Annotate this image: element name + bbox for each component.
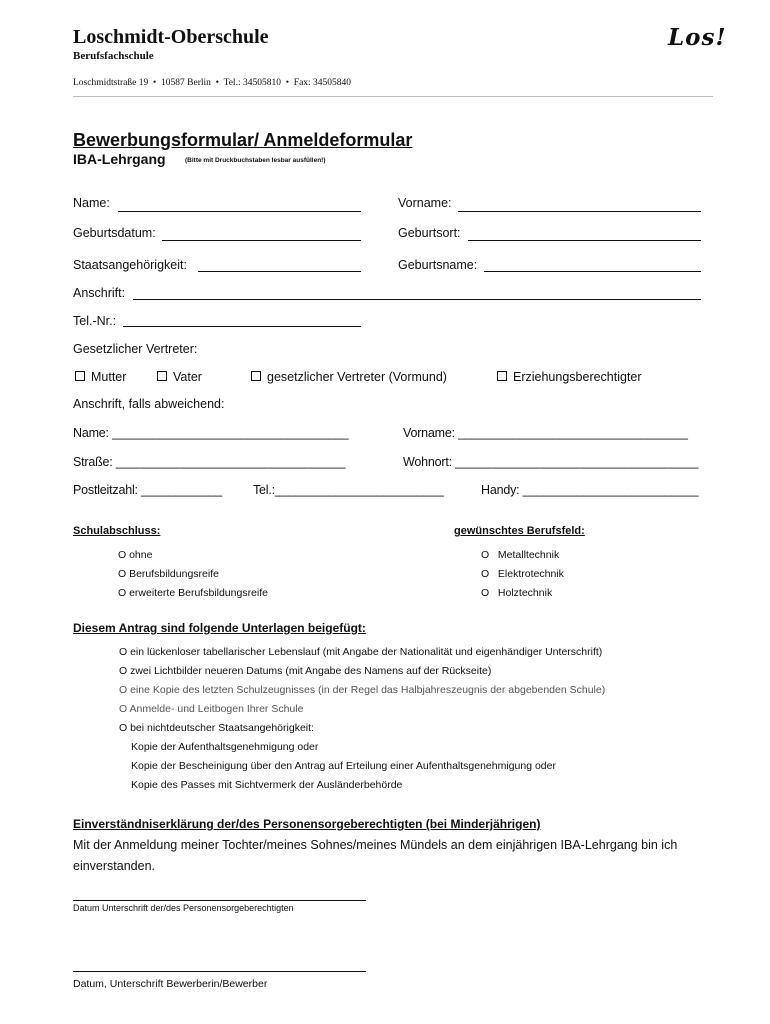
vertreter-option-label: Erziehungsberechtigter — [513, 370, 642, 384]
vertreter-option-label: gesetzlicher Vertreter (Vormund) — [267, 370, 447, 384]
unterlagen-subitem: Kopie der Aufenthaltsgenehmigung oder — [131, 741, 319, 753]
address-separator: • — [285, 78, 290, 88]
berufsfeld-option[interactable]: O Metalltechnik — [481, 549, 560, 561]
unterlagen-item[interactable]: O ein lückenloser tabellarischer Lebenslauf (mit Angabe der Nationalität und eigenhändiger Unterschrift) — [119, 646, 603, 658]
geburtsort-field[interactable] — [468, 240, 701, 241]
vertreter-option-mutter[interactable] — [75, 370, 126, 384]
unterlagen-subitem: Kopie der Bescheinigung über den Antrag auf Erteilung einer Aufenthaltsgenehmigung oder — [131, 760, 556, 772]
schulabschluss-option[interactable]: O erweiterte Berufsbildungsreife — [118, 587, 268, 599]
school-logo: Los! — [668, 24, 727, 51]
geburtsort-label: Geburtsort: — [398, 226, 461, 240]
address-fax: Fax: 34505840 — [293, 78, 352, 88]
berufsfeld-heading: gewünschtes Berufsfeld: — [454, 525, 585, 537]
vertreter-option-vormund[interactable] — [251, 370, 447, 384]
signature-label-applicant: Datum, Unterschrift Bewerberin/Bewerber — [73, 978, 268, 990]
geburtsdatum-label: Geburtsdatum: — [73, 226, 156, 240]
einverstaendnis-heading: Einverständniserklärung der/des Personensorgeberechtigten (bei Minderjährigen) — [73, 817, 541, 831]
einverstaendnis-text-line2: einverstanden. — [73, 859, 156, 873]
einverstaendnis-text-line1: Mit der Anmeldung meiner Tochter/meines Sohnes/meines Mündels an dem einjährigen IBA-Lehrgang bin ich — [73, 838, 678, 852]
berufsfeld-option[interactable]: O Holztechnik — [481, 587, 553, 599]
checkbox-icon — [251, 371, 261, 381]
geburtsname-label: Geburtsname: — [398, 258, 478, 272]
vertreter-tel-field[interactable]: Tel.:_________________________ — [253, 483, 444, 497]
header-divider — [73, 96, 713, 97]
vorname-label: Vorname: — [398, 196, 452, 210]
vertreter-name-field[interactable]: Name: ___________________________________ — [73, 426, 349, 440]
vertreter-strasse-field[interactable]: Straße: __________________________________ — [73, 455, 346, 469]
vertreter-vorname-field[interactable]: Vorname: __________________________________ — [403, 426, 688, 440]
vertreter-wohnort-field[interactable]: Wohnort: ____________________________________ — [403, 455, 699, 469]
address-separator: • — [152, 78, 157, 88]
checkbox-icon — [497, 371, 507, 381]
berufsfeld-option[interactable]: O Elektrotechnik — [481, 568, 564, 580]
unterlagen-heading: Diesem Antrag sind folgende Unterlagen beigefügt: — [73, 621, 366, 635]
geburtsname-field[interactable] — [484, 271, 701, 272]
vertreter-option-erziehungsberechtigter[interactable] — [497, 370, 642, 384]
form-title: Bewerbungsformular/ Anmeldeformular — [73, 130, 413, 150]
vorname-field[interactable] — [458, 211, 701, 212]
schulabschluss-option[interactable]: O ohne — [118, 549, 153, 561]
tel-label: Tel.-Nr.: — [73, 314, 117, 328]
signature-line-applicant[interactable] — [73, 971, 366, 972]
vertreter-option-label: Mutter — [91, 370, 127, 384]
school-address — [73, 78, 351, 88]
anschrift-field[interactable] — [133, 299, 701, 300]
address-separator: • — [215, 78, 219, 88]
anschrift-abweichend-label: Anschrift, falls abweichend: — [73, 397, 225, 411]
address-street: Loschmidtstraße 19 — [73, 78, 149, 88]
name-field[interactable] — [118, 211, 361, 212]
unterlagen-subitem: Kopie des Passes mit Sichtvermerk der Ausländerbehörde — [131, 779, 403, 791]
unterlagen-item[interactable]: O bei nichtdeutscher Staatsangehörigkeit: — [119, 722, 314, 734]
unterlagen-item[interactable]: O eine Kopie des letzten Schulzeugnisses (in der Regel das Halbjahreszeugnis der abgebenden Schule) — [119, 684, 606, 696]
vertreter-option-label: Vater — [173, 370, 202, 384]
name-label: Name: — [73, 196, 110, 210]
schulabschluss-heading: Schulabschluss: — [73, 525, 161, 537]
schulabschluss-option[interactable]: O Berufsbildungsreife — [118, 568, 219, 580]
unterlagen-item[interactable]: O Anmelde- und Leitbogen Ihrer Schule — [119, 703, 304, 715]
checkbox-icon — [157, 371, 167, 381]
vertreter-plz-field[interactable]: Postleitzahl: ____________ — [73, 483, 223, 497]
form-subtitle: IBA-Lehrgang — [73, 151, 166, 167]
form-note: (Bitte mit Druckbuchstaben lesbar ausfüllen!) — [185, 157, 326, 164]
unterlagen-item[interactable]: O zwei Lichtbilder neueren Datums (mit Angabe des Namens auf der Rückseite) — [119, 665, 492, 677]
vertreter-heading: Gesetzlicher Vertreter: — [73, 342, 198, 356]
school-type: Berufsfachschule — [73, 50, 154, 62]
tel-field[interactable] — [123, 326, 361, 327]
checkbox-icon — [75, 371, 85, 381]
address-city: 10587 Berlin — [161, 78, 211, 88]
signature-label-guardian: Datum Unterschrift der/des Personensorgeberechtigten — [73, 903, 294, 913]
geburtsdatum-field[interactable] — [162, 240, 361, 241]
staatsangehoerigkeit-field[interactable] — [198, 271, 361, 272]
signature-line-guardian[interactable] — [73, 900, 366, 901]
address-tel: Tel.: 34505810 — [223, 78, 281, 88]
staatsangehoerigkeit-label: Staatsangehörigkeit: — [73, 258, 187, 272]
vertreter-handy-field[interactable]: Handy: __________________________ — [481, 483, 699, 497]
school-name: Loschmidt-Oberschule — [73, 26, 269, 48]
anschrift-label: Anschrift: — [73, 286, 126, 300]
vertreter-option-vater[interactable] — [157, 370, 202, 384]
